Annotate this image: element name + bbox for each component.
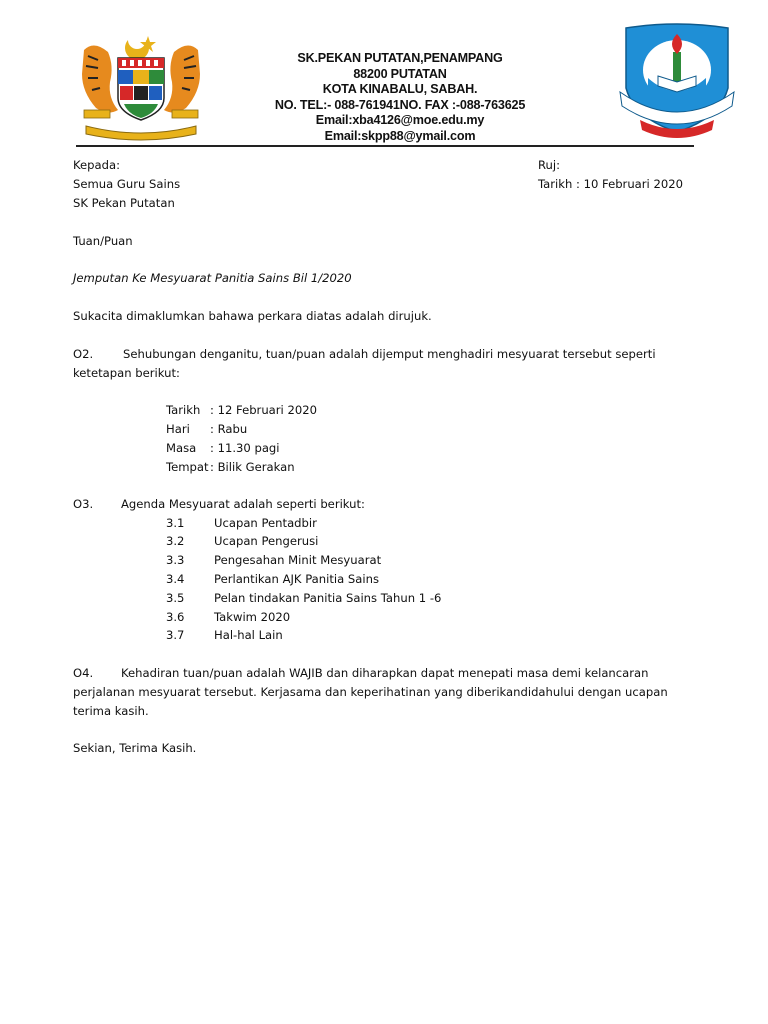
detail-label: Tempat <box>166 460 209 474</box>
agenda-text: Ucapan Pentadbir <box>214 516 317 530</box>
agenda-number: 3.5 <box>166 591 185 605</box>
detail-value: : 12 Februari 2020 <box>210 403 317 417</box>
agenda-number: 3.2 <box>166 534 185 548</box>
malaysia-coat-of-arms-logo <box>76 30 206 142</box>
letterhead-address <box>230 51 570 145</box>
agenda-item <box>166 589 441 608</box>
agenda-item <box>166 626 283 645</box>
detail-label: Tarikh <box>166 403 201 417</box>
agenda-number: 3.7 <box>166 628 185 642</box>
agenda-number: 3.6 <box>166 610 185 624</box>
agenda-text: Hal-hal Lain <box>214 628 283 642</box>
paragraph-text: Agenda Mesyuarat adalah seperti berikut: <box>121 497 365 511</box>
detail-row-date <box>166 401 317 420</box>
letterhead-divider <box>76 145 694 147</box>
phone-fax-line: NO. TEL:- 088-761941NO. FAX :-088-763625 <box>274 97 526 112</box>
agenda-text: Pelan tindakan Panitia Sains Tahun 1 -6 <box>214 591 442 605</box>
paragraph-text: Sehubungan denganitu, tuan/puan adalah dijemput menghadiri mesyuarat tersebut seperti <box>123 347 656 361</box>
detail-row-day <box>166 420 247 439</box>
agenda-number: 3.1 <box>166 516 185 530</box>
paragraph-number: O2. <box>73 347 94 361</box>
letter-date: Tarikh : 10 Februari 2020 <box>538 177 683 191</box>
detail-value: : Bilik Gerakan <box>210 460 295 474</box>
school-name: SK.PEKAN PUTATAN,PENAMPANG <box>297 51 503 65</box>
detail-value: : 11.30 pagi <box>210 441 280 455</box>
agenda-number: 3.3 <box>166 553 185 567</box>
city-line: KOTA KINABALU, SABAH. <box>322 82 478 97</box>
agenda-item <box>166 514 317 533</box>
agenda-text: Takwim 2020 <box>214 610 291 624</box>
paragraph-04-line-2: perjalanan mesyuarat tersebut. Kerjasama dan keperihatinan yang diberikandidahului dengan ucapan <box>73 685 668 699</box>
closing-remark: Sekian, Terima Kasih. <box>73 741 197 755</box>
detail-label: Hari <box>166 422 190 436</box>
agenda-item <box>166 532 318 551</box>
postcode-line: 88200 PUTATAN <box>353 66 447 81</box>
salutation: Tuan/Puan <box>73 234 133 248</box>
paragraph-number: O4. <box>73 666 94 680</box>
email-line-1: Email:xba4126@moe.edu.my <box>315 113 485 128</box>
paragraph-04 <box>73 664 648 683</box>
agenda-item <box>166 608 290 627</box>
paragraph-text: Kehadiran tuan/puan adalah WAJIB dan diharapkan dapat menepati masa demi kelancaran <box>121 666 649 680</box>
recipient-line-2: SK Pekan Putatan <box>73 196 175 210</box>
detail-value: : Rabu <box>210 422 248 436</box>
recipient-label: Kepada: <box>73 158 120 172</box>
detail-row-time <box>166 439 280 458</box>
agenda-text: Ucapan Pengerusi <box>214 534 319 548</box>
intro-paragraph: Sukacita dimaklumkan bahawa perkara diatas adalah dirujuk. <box>73 309 432 323</box>
reference-label: Ruj: <box>538 158 561 172</box>
email-line-2: Email:skpp88@ymail.com <box>324 128 476 143</box>
agenda-number: 3.4 <box>166 572 185 586</box>
detail-label: Masa <box>166 441 197 455</box>
paragraph-number: O3. <box>73 497 94 511</box>
agenda-text: Pengesahan Minit Mesyuarat <box>214 553 382 567</box>
paragraph-02-continued: ketetapan berikut: <box>73 366 180 380</box>
school-emblem-logo <box>618 18 736 138</box>
paragraph-03 <box>73 495 365 514</box>
paragraph-04-line-3: terima kasih. <box>73 704 149 718</box>
agenda-item <box>166 551 381 570</box>
letter-subject: Jemputan Ke Mesyuarat Panitia Sains Bil 1/2020 <box>73 271 352 285</box>
detail-row-place <box>166 458 295 477</box>
agenda-item <box>166 570 379 589</box>
agenda-text: Perlantikan AJK Panitia Sains <box>214 572 379 586</box>
recipient-line-1: Semua Guru Sains <box>73 177 181 191</box>
paragraph-02 <box>73 345 656 364</box>
